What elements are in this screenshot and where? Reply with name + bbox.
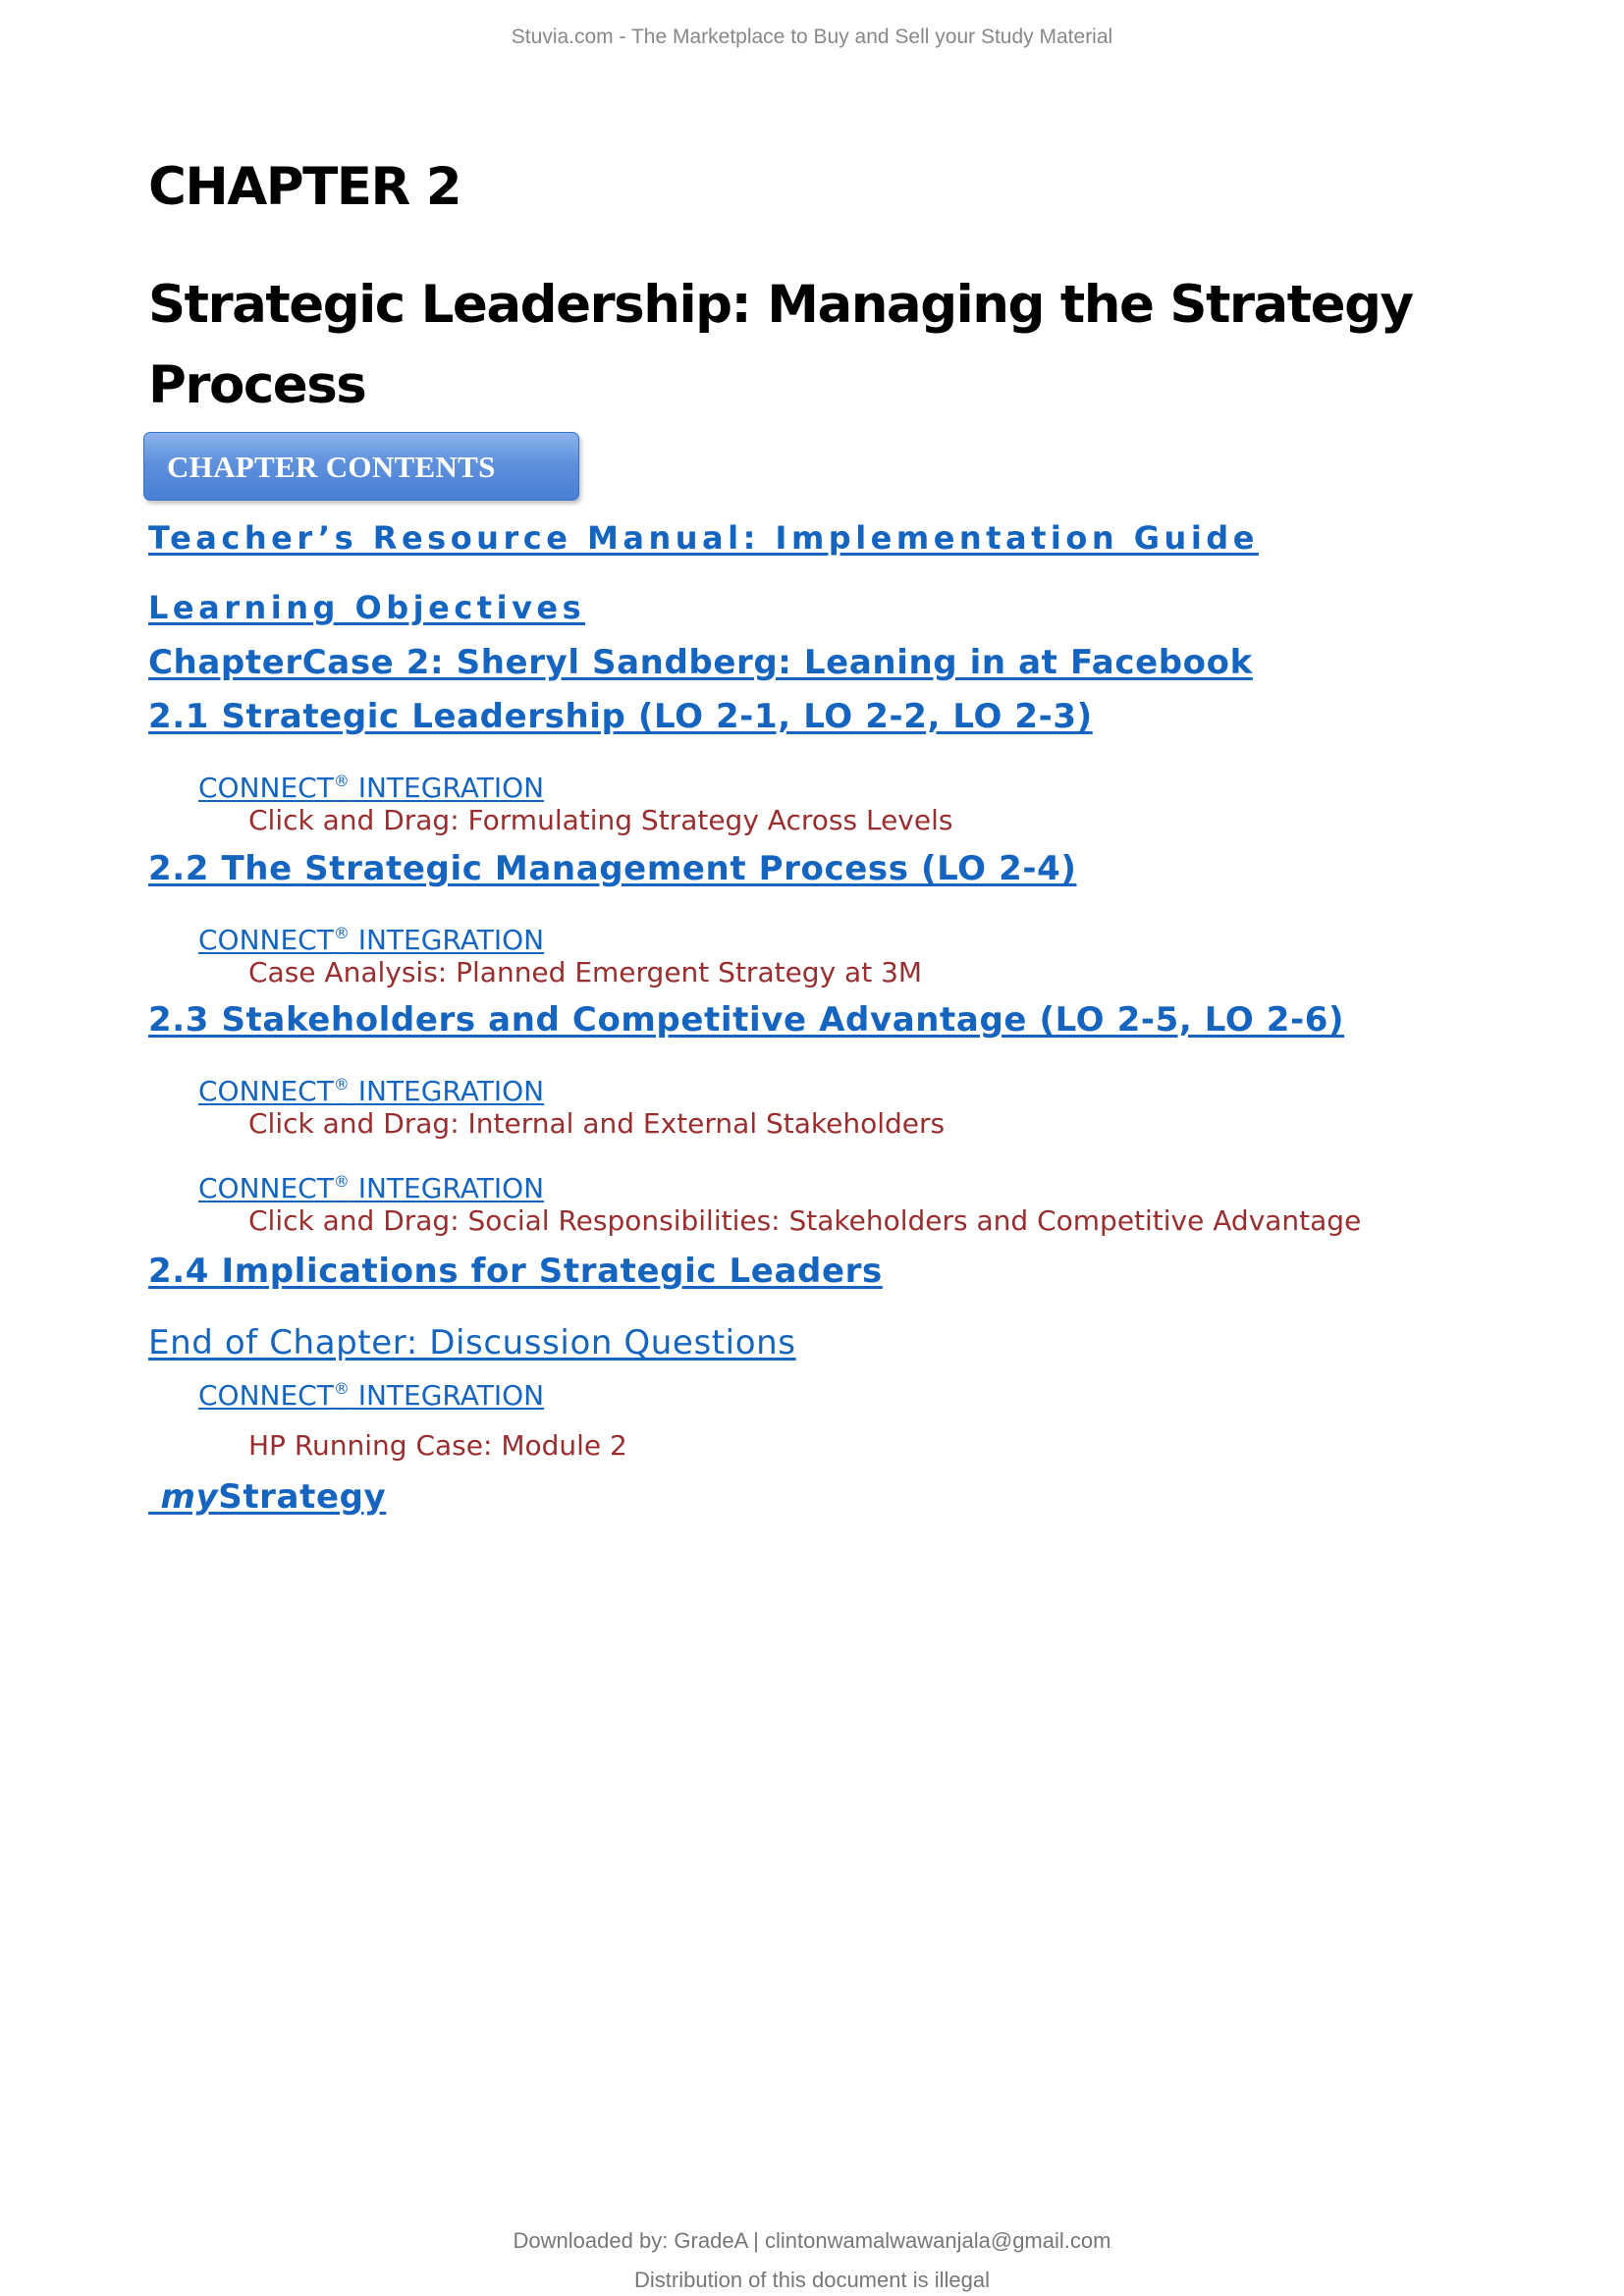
end-of-chapter-link[interactable]: End of Chapter: Discussion Questions — [148, 1323, 796, 1362]
learning-objectives-link[interactable]: Learning Objectives — [148, 589, 586, 626]
trm-guide-link[interactable]: Teacher’s Resource Manual: Implementation Guide — [148, 519, 1259, 557]
chapter-case-link[interactable]: ChapterCase 2: Sheryl Sandberg: Leaning in at Facebook — [148, 643, 1253, 682]
connect-integration-link[interactable]: CONNECT® INTEGRATION — [198, 1075, 545, 1107]
connect-integration-link[interactable]: CONNECT® INTEGRATION — [198, 1379, 545, 1412]
section-2-3-link[interactable]: 2.3 Stakeholders and Competitive Advantage (LO 2-5, LO 2-6) — [148, 1000, 1345, 1040]
registered-mark: ® — [333, 772, 350, 790]
registered-mark: ® — [333, 1379, 350, 1398]
stuvia-watermark: Stuvia.com - The Marketplace to Buy and Sell your Study Material — [511, 26, 1113, 48]
chapter-contents-label: CHAPTER CONTENTS — [167, 450, 496, 484]
activity-item: Click and Drag: Formulating Strategy Across Levels — [248, 804, 953, 836]
chapter-number: CHAPTER 2 — [148, 157, 461, 217]
section-2-4-link[interactable]: 2.4 Implications for Strategic Leaders — [148, 1252, 883, 1291]
chapter-contents-button[interactable] — [143, 432, 579, 501]
distribution-notice: Distribution of this document is illegal — [634, 2268, 990, 2292]
connect-integration-link[interactable]: CONNECT® INTEGRATION — [198, 772, 545, 804]
section-2-2-link[interactable]: 2.2 The Strategic Management Process (LO 2-4) — [148, 849, 1077, 888]
registered-mark: ® — [333, 1172, 350, 1191]
mystrategy-prefix: my — [160, 1477, 219, 1517]
activity-item: Case Analysis: Planned Emergent Strategy at 3M — [248, 956, 923, 988]
registered-mark: ® — [333, 1075, 350, 1094]
mystrategy-link[interactable] — [148, 1477, 386, 1517]
connect-integration-link[interactable]: CONNECT® INTEGRATION — [198, 1172, 545, 1204]
download-info: Downloaded by: GradeA | clintonwamalwawanjala@gmail.com — [513, 2228, 1111, 2253]
registered-mark: ® — [333, 924, 350, 942]
chapter-title: Strategic Leadership: Managing the Strategy Process — [148, 275, 1413, 415]
connect-integration-link[interactable]: CONNECT® INTEGRATION — [198, 924, 545, 956]
mystrategy-suffix: Strategy — [218, 1477, 387, 1517]
activity-item: Click and Drag: Internal and External Stakeholders — [248, 1107, 946, 1140]
activity-item: Click and Drag: Social Responsibilities: Stakeholders and Competitive Advantage — [248, 1204, 1362, 1237]
section-2-1-link[interactable]: 2.1 Strategic Leadership (LO 2-1, LO 2-2, LO 2-3) — [148, 697, 1093, 736]
activity-item: HP Running Case: Module 2 — [248, 1429, 627, 1462]
